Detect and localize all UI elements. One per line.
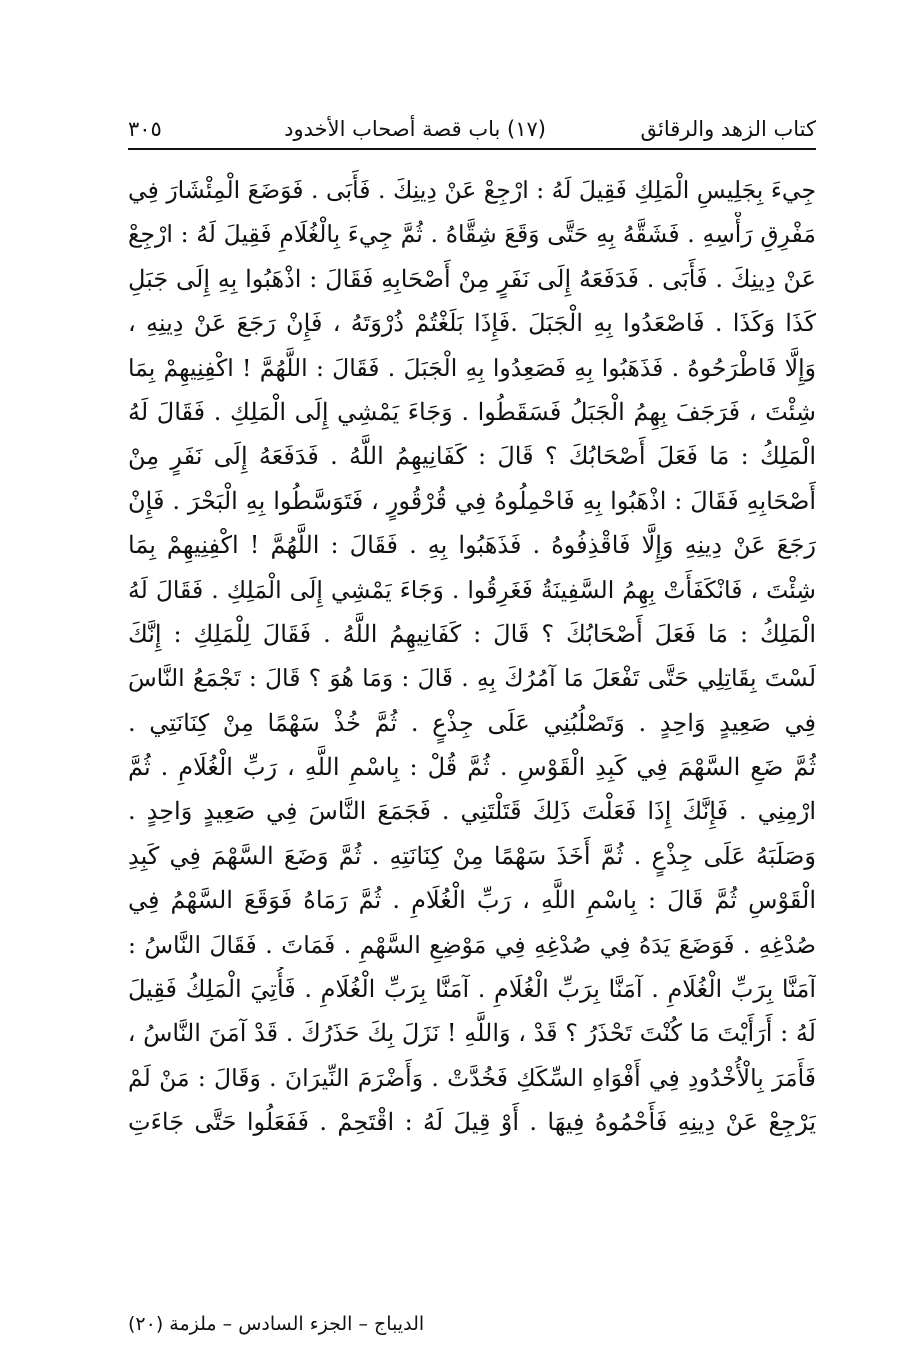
text-line: كَذَا وَكَذَا . فَاصْعَدُوا بِهِ الْجَبَلَ .فَإِذَا بَلَغْتُمْ ذُرْوَتَهُ ، فَإِنْ رَجَعَ عَنْ دِينِهِ ، bbox=[128, 309, 816, 338]
text-line: مَفْرِقِ رَأْسِهِ . فَشَقَّهُ بِهِ حَتَّى وَقَعَ شِقَّاهُ . ثُمَّ جِيءَ بِالْغُلَامِ فَقِيلَ لَهُ : ارْجِعْ bbox=[128, 220, 816, 249]
text-line: يَرْجِعْ عَنْ دِينِهِ فَأَحْمُوهُ فِيهَا . أَوْ قِيلَ لَهُ : اقْتَحِمْ . فَفَعَلُوا حَتَّى جَاءَتِ bbox=[128, 1108, 816, 1137]
text-line: ارْمِنِي . فَإِنَّكَ إِذَا فَعَلْتَ ذَلِكَ قَتَلْتَنِي . فَجَمَعَ النَّاسَ فِي صَعِيدٍ وَاحِدٍ . bbox=[128, 797, 816, 826]
text-line: لَهُ : أَرَأَيْتَ مَا كُنْتَ تَحْذَرُ ؟ قَدْ ، وَاللَّهِ ! نَزَلَ بِكَ حَذَرُكَ . قَدْ آمَنَ النَّاسُ ، bbox=[128, 1019, 816, 1048]
text-line: فَأَمَرَ بِالْأُخْدُودِ فِي أَفْوَاهِ السِّكَكِ فَخُدَّتْ . وَأَضْرَمَ النِّيرَانَ . وَقَالَ : مَنْ لَمْ bbox=[128, 1063, 816, 1092]
signature-mark: الديباج – الجزء السادس – ملزمة (٢٠) bbox=[128, 1313, 425, 1335]
text-line: عَنْ دِينِكَ . فَأَبَى . فَدَفَعَهُ إِلَى نَفَرٍ مِنْ أَصْحَابِهِ فَقَالَ : اذْهَبُوا بِهِ إِلَى جَبَلِ bbox=[128, 264, 816, 293]
chapter-title: (١٧) باب قصة أصحاب الأخدود bbox=[284, 117, 546, 141]
text-line: وَصَلَبَهُ عَلَى جِذْعٍ . ثُمَّ أَخَذَ سَهْمًا مِنْ كِنَانَتِهِ . ثُمَّ وَضَعَ السَّهْمَ فِي كَبِدِ bbox=[128, 841, 816, 870]
text-line: رَجَعَ عَنْ دِينِهِ وَإِلَّا فَاقْذِفُوهُ . فَذَهَبُوا بِهِ . فَقَالَ : اللَّهُمَّ ! اكْفِنِيهِمْ بِمَا bbox=[128, 531, 816, 560]
text-line: وَإِلَّا فَاطْرَحُوهُ . فَذَهَبُوا بِهِ فَصَعِدُوا بِهِ الْجَبَلَ . فَقَالَ : اللَّهُمَّ ! اكْفِنِيهِمْ بِمَا bbox=[128, 353, 816, 382]
text-line: آمَنَّا بِرَبِّ الْغُلَامِ . آمَنَّا بِرَبِّ الْغُلَامِ . آمَنَّا بِرَبِّ الْغُلَامِ . فَأُتِيَ الْمَلِكُ فَقِيلَ bbox=[128, 975, 816, 1004]
text-line: الْقَوْسِ ثُمَّ قَالَ : بِاسْمِ اللَّهِ ، رَبِّ الْغُلَامِ . ثُمَّ رَمَاهُ فَوَقَعَ السَّهْمُ فِي bbox=[128, 886, 816, 915]
text-line: فِي صَعِيدٍ وَاحِدٍ . وَتَصْلُبُنِي عَلَى جِذْعٍ . ثُمَّ خُذْ سَهْمًا مِنْ كِنَانَتِي . bbox=[128, 708, 816, 737]
text-line: أَصْحَابِهِ فَقَالَ : اذْهَبُوا بِهِ فَاحْمِلُوهُ فِي قُرْقُورٍ ، فَتَوَسَّطُوا بِهِ الْبَحْرَ . فَإِنْ bbox=[128, 486, 816, 515]
running-header bbox=[128, 112, 816, 146]
text-line: صُدْغِهِ . فَوَضَعَ يَدَهُ فِي صُدْغِهِ فِي مَوْضِعِ السَّهْمِ . فَمَاتَ . فَقَالَ النَّاسُ : bbox=[128, 930, 816, 959]
header-divider bbox=[128, 148, 816, 150]
text-line: شِئْتَ ، فَانْكَفَأَتْ بِهِمُ السَّفِينَةُ فَغَرِقُوا . وَجَاءَ يَمْشِي إِلَى الْمَلِكِ . فَقَالَ لَهُ bbox=[128, 575, 816, 604]
text-line: لَسْتَ بِقَاتِلِي حَتَّى تَفْعَلَ مَا آمُرُكَ بِهِ . قَالَ : وَمَا هُوَ ؟ قَالَ : تَجْمَعُ النَّاسَ bbox=[128, 664, 816, 693]
hadith-text bbox=[128, 168, 816, 1145]
text-line: ثُمَّ ضَعِ السَّهْمَ فِي كَبِدِ الْقَوْسِ . ثُمَّ قُلْ : بِاسْمِ اللَّهِ ، رَبِّ الْغُلَامِ . ثُمَّ bbox=[128, 753, 816, 782]
text-line: شِئْتَ ، فَرَجَفَ بِهِمُ الْجَبَلُ فَسَقَطُوا . وَجَاءَ يَمْشِي إِلَى الْمَلِكِ . فَقَالَ لَهُ bbox=[128, 397, 816, 426]
book-title: كتاب الزهد والرقائق bbox=[640, 117, 816, 141]
text-line: جِيءَ بِجَلِيسِ الْمَلِكِ فَقِيلَ لَهُ : ارْجِعْ عَنْ دِينِكَ . فَأَبَى . فَوَضَعَ الْمِئْشَارَ فِي bbox=[128, 176, 816, 204]
page-number: ٣٠٥ bbox=[128, 117, 162, 141]
text-line: الْمَلِكُ : مَا فَعَلَ أَصْحَابُكَ ؟ قَالَ : كَفَانِيهِمُ اللَّهُ . فَقَالَ لِلْمَلِكِ : إِنَّكَ bbox=[128, 619, 816, 648]
text-line: الْمَلِكُ : مَا فَعَلَ أَصْحَابُكَ ؟ قَالَ : كَفَانِيهِمُ اللَّهُ . فَدَفَعَهُ إِلَى نَفَرٍ مِنْ bbox=[128, 442, 816, 471]
